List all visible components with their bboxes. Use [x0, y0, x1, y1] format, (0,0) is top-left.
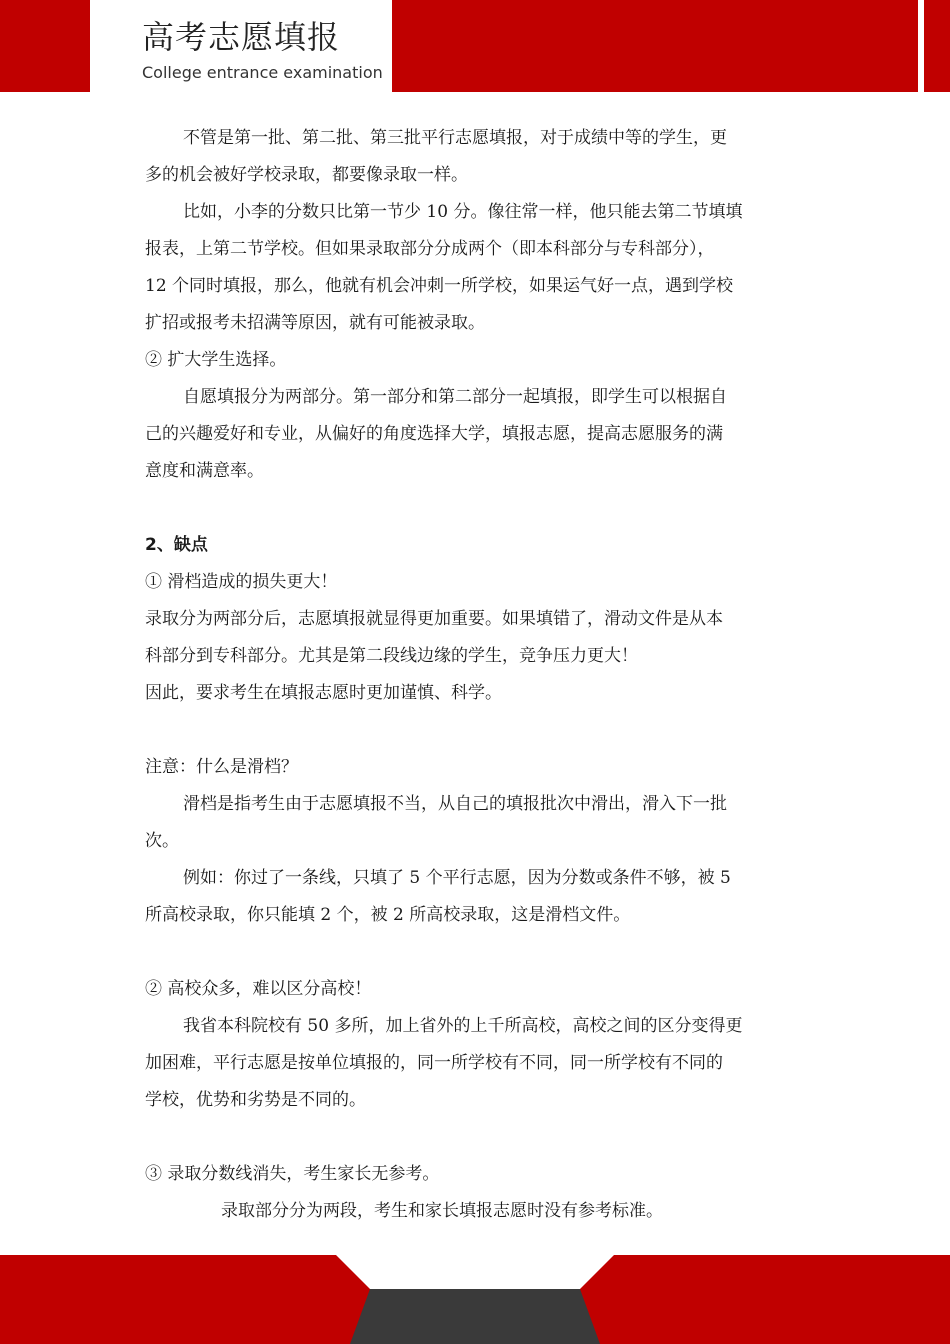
paragraph-line: 己的兴趣爱好和专业，从偏好的角度选择大学，填报志愿，提高志愿服务的满 [145, 424, 723, 444]
paragraph-line: 学校，优势和劣势是不同的。 [145, 1090, 366, 1110]
footer-right-red-shape [580, 1255, 950, 1344]
spacer [145, 712, 807, 749]
paragraph-line: 次。 [145, 831, 179, 851]
list-item-heading: ③ 录取分数线消失，考生家长无参考。 [145, 1164, 440, 1184]
paragraph-line: 12 个同时填报，那么，他就有机会冲刺一所学校，如果运气好一点，遇到学校 [145, 276, 734, 296]
header-right-red-bar [392, 0, 918, 92]
section-heading: 2、缺点 [145, 535, 208, 555]
paragraph-line: 录取部分分为两段，考生和家长填报志愿时没有参考标准。 [221, 1201, 663, 1221]
header-right-edge-bar [924, 0, 950, 92]
paragraph-line: 加困难，平行志愿是按单位填报的，同一所学校有不同，同一所学校有不同的 [145, 1053, 723, 1073]
footer-left-red-shape [0, 1255, 370, 1344]
paragraph-line: 所高校录取，你只能填 2 个，被 2 所高校录取，这是滑档文件。 [145, 905, 631, 925]
paragraph-line: 多的机会被好学校录取，都要像录取一样。 [145, 165, 468, 185]
note-heading: 注意：什么是滑档？ [145, 757, 298, 777]
spacer [145, 490, 807, 527]
paragraph-line: 不管是第一批、第二批、第三批平行志愿填报，对于成绩中等的学生，更 [183, 128, 727, 148]
paragraph-line: 我省本科院校有 50 多所，加上省外的上千所高校，高校之间的区分变得更 [183, 1016, 743, 1036]
paragraph-line: 意度和满意率。 [145, 461, 264, 481]
paragraph-line: 自愿填报分为两部分。第一部分和第二部分一起填报，即学生可以根据自 [183, 387, 727, 407]
page-subtitle: College entrance examination [142, 63, 383, 82]
spacer [145, 934, 807, 971]
paragraph-line: 滑档是指考生由于志愿填报不当，从自己的填报批次中滑出，滑入下一批 [183, 794, 727, 814]
spacer [145, 1119, 807, 1156]
paragraph-line: 例如：你过了一条线，只填了 5 个平行志愿，因为分数或条件不够，被 5 [183, 868, 731, 888]
paragraph-line: 科部分到专科部分。尤其是第二段线边缘的学生，竞争压力更大！ [145, 646, 638, 666]
list-item-heading: ① 滑档造成的损失更大！ [145, 572, 338, 592]
paragraph-line: 录取分为两部分后，志愿填报就显得更加重要。如果填错了，滑动文件是从本 [145, 609, 723, 629]
page-title: 高考志愿填报 [142, 18, 341, 56]
paragraph-line: 因此，要求考生在填报志愿时更加谨慎、科学。 [145, 683, 502, 703]
header-left-red-bar [0, 0, 90, 92]
paragraph-line: 比如，小李的分数只比第一节少 10 分。像往常一样，他只能去第二节填填 [183, 202, 743, 222]
footer-decoration [0, 1255, 950, 1344]
paragraph-line: 报表，上第二节学校。但如果录取部分分成两个（即本科部分与专科部分）， [145, 239, 715, 259]
list-item-heading: ② 高校众多，难以区分高校！ [145, 979, 372, 999]
document-body [145, 120, 807, 1230]
paragraph-line: 扩招或报考未招满等原因，就有可能被录取。 [145, 313, 485, 333]
list-item-heading: ② 扩大学生选择。 [145, 350, 287, 370]
